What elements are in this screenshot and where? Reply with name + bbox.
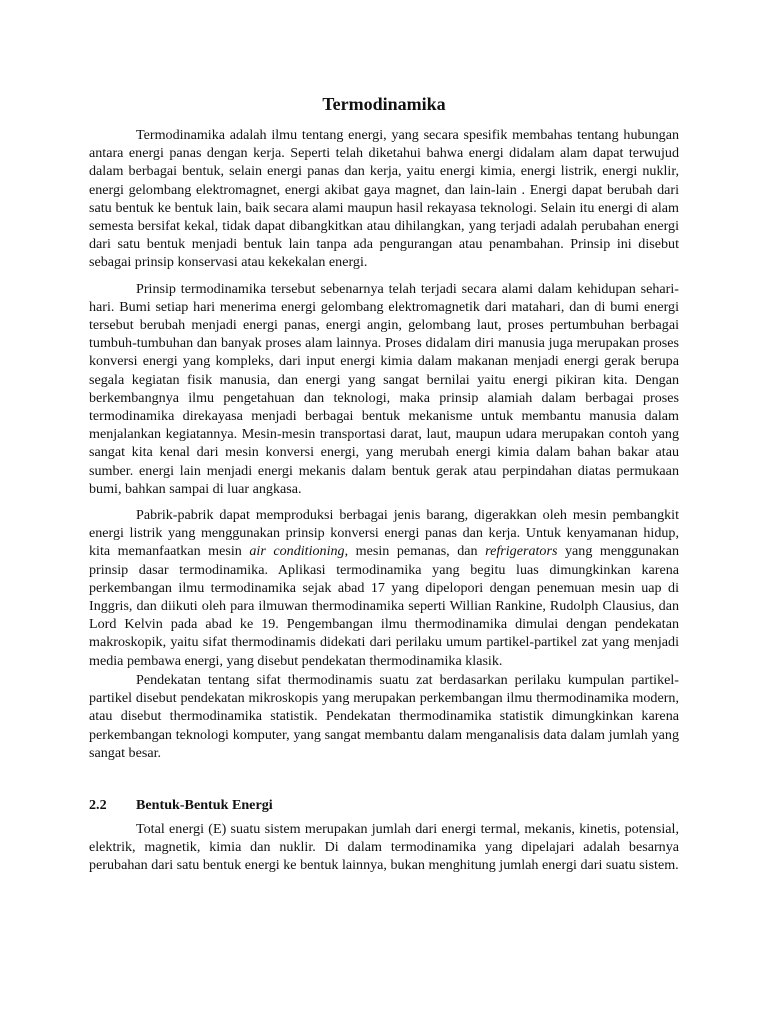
- section-number: 2.2: [89, 796, 107, 813]
- page-title: Termodinamika: [322, 94, 446, 114]
- paragraph-applications-part-c: yang menggunakan prinsip dasar termodinamika. Aplikasi termodinamika yang begitu luas dimungkinkan karena perkembangan ilmu termodinamika sejak abad 17 yang dipelopori dengan penemuan mesin uap di Inggris, dan diikuti oleh para ilmuwan thermodinamika seperti Willian Rankine, Rudolph Clausius, dan Lord Kelvin pada abad ke 19. Pengembangan ilmu thermodinamika dimulai dengan pendekatan makroskopik, yaitu sifat thermodinamis didekati dari perilaku umum partikel-partikel zat yang menjadi media pembawa energi, yang disebut pendekatan thermodinamika klasik.: [89, 543, 679, 669]
- italic-term-refrigerators: refrigerators: [485, 543, 558, 560]
- paragraph-applications: [89, 506, 679, 670]
- section-title: Bentuk-Bentuk Energi: [136, 796, 273, 813]
- paragraph-daily-life: Prinsip termodinamika tersebut sebenarnya telah terjadi secara alami dalam kehidupan sehari-hari. Bumi setiap hari menerima energi gelombang elektromagnetik dari matahari, dan di bumi energi tersebut berubah menjadi energi panas, energi angin, gelombang laut, proses pertumbuhan berbagai tumbuh-tumbuhan dan banyak proses alam lainnya. Proses didalam diri manusia juga merupakan proses konversi energi yang kompleks, dari input energi kimia dalam makanan menjadi energi gerak berupa segala kegiatan fisik manusia, dan energi yang sangat bernilai yaitu energi pikiran kita. Dengan berkembangnya ilmu pengetahuan dan teknologi, maka prinsip alamiah dalam berbagai proses termodinamika direkayasa menjadi berbagai bentuk mekanisme untuk membantu manusia dalam menjalankan kegiatannya. Mesin-mesin transportasi darat, laut, maupun udara merupakan contoh yang sangat kita kenal dari mesin konversi energi, yang merubah energi kimia dalam bahan bakar atau sumber. energi lain menjadi energi mekanis dalam bentuk gerak atau perpindahan diatas permukaan bumi, bahkan sampai di luar angkasa.: [89, 280, 679, 497]
- section-heading: [89, 796, 679, 814]
- paragraph-microscopic: Pendekatan tentang sifat thermodinamis suatu zat berdasarkan perilaku kumpulan partikel-partikel disebut pendekatan mikroskopis yang merupakan perkembangan ilmu thermodinamika modern, atau disebut thermodinamika statistik. Pendekatan thermodinamika statistik dimungkinkan karena perkembangan teknologi komputer, yang sangat membantu dalam menganalisis data dalam jumlah yang sangat besar.: [89, 671, 679, 761]
- paragraph-applications-part-b: , mesin pemanas, dan: [344, 543, 486, 560]
- document-page: [89, 92, 679, 875]
- paragraph-intro: Termodinamika adalah ilmu tentang energi, yang secara spesifik membahas tentang hubungan antara energi panas dengan kerja. Seperti telah diketahui bahwa energi didalam alam dapat terwujud dalam berbagai bentuk, selain energi panas dan kerja, yaitu energi kimia, energi listrik, energi nuklir, energi gelombang elektromagnet, energi akibat gaya magnet, dan lain-lain . Energi dapat berubah dari satu bentuk ke bentuk lain, baik secara alami maupun hasil rekayasa teknologi. Selain itu energi di alam semesta bersifat kekal, tidak dapat dibangkitkan atau dihilangkan, yang terjadi adalah perubahan energi dari satu bentuk menjadi bentuk lain tanpa ada pengurangan atau penambahan. Prinsip ini disebut sebagai prinsip konservasi atau kekekalan energi.: [89, 127, 679, 271]
- paragraph-applications-part-a: Pabrik-pabrik dapat memproduksi berbagai jenis barang, digerakkan oleh mesin pembangkit energi listrik yang menggunakan prinsip konversi energi panas dan kerja. Untuk kenyamanan hidup, kita memanfaatkan mesin: [89, 507, 679, 560]
- paragraph-energy-forms: Total energi (E) suatu sistem merupakan jumlah dari energi termal, mekanis, kinetis, potensial, elektrik, magnetik, kimia dan nuklir. Di dalam termodinamika yang dipelajari adalah besarnya perubahan dari satu bentuk energi ke bentuk lainnya, bukan menghitung jumlah energi dari suatu sistem.: [89, 820, 679, 874]
- italic-term-air-conditioning: air conditioning: [249, 543, 345, 560]
